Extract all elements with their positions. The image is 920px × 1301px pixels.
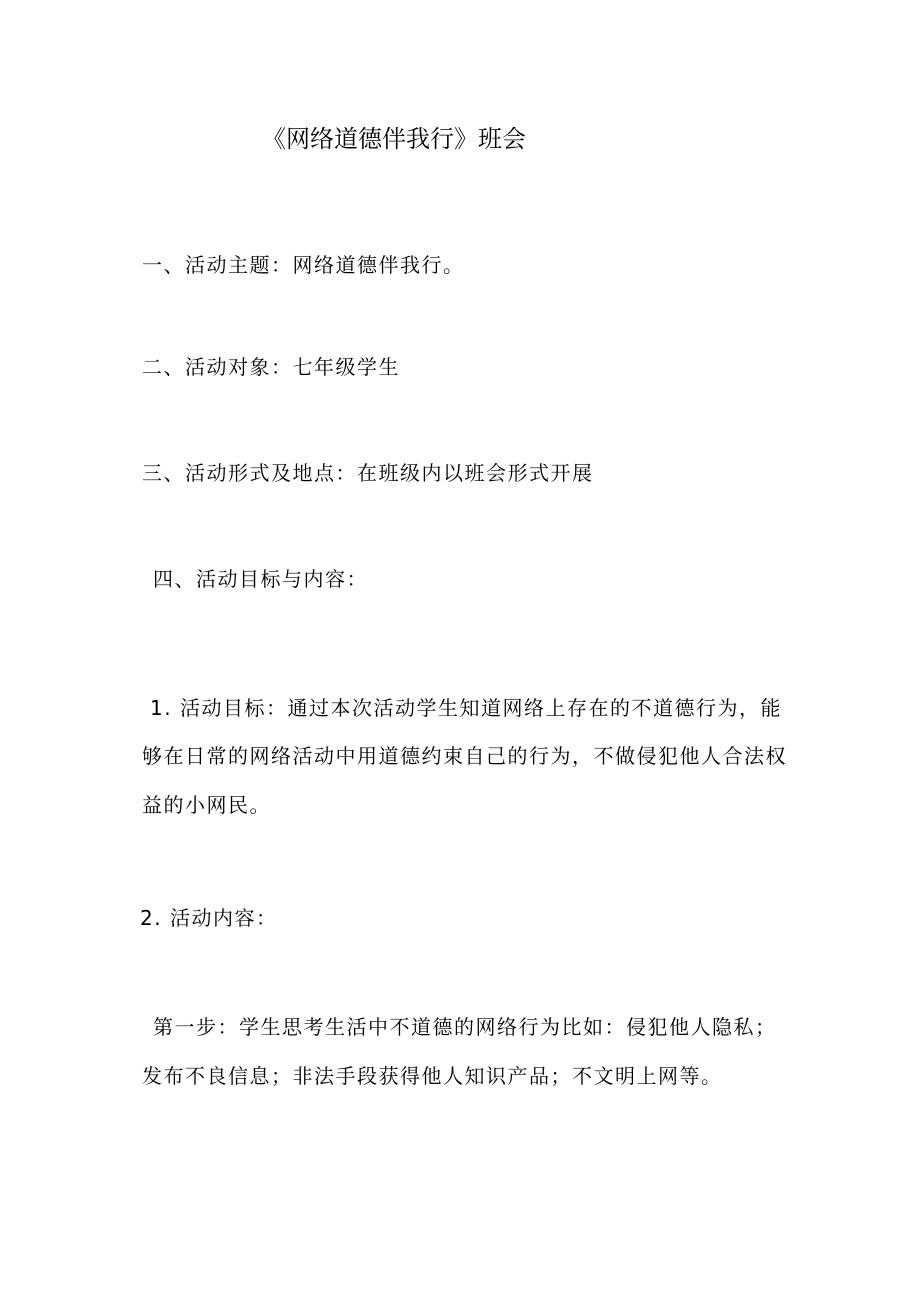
goal-item-line-1: 1. 活动目标：通过本次活动学生知道网络上存在的不道德行为，能 <box>150 696 782 720</box>
section-format-location: 三、活动形式及地点：在班级内以班会形式开展 <box>142 461 594 485</box>
step-1-line-2: 发布不良信息；非法手段获得他人知识产品；不文明上网等。 <box>142 1064 723 1088</box>
section-goals-heading: 四、活动目标与内容： <box>153 567 368 591</box>
step-1-line-1: 第一步：学生思考生活中不道德的网络行为比如：侵犯他人隐私； <box>153 1015 777 1039</box>
goal-item-line-3: 益的小网民。 <box>142 793 271 817</box>
content-heading: 2. 活动内容： <box>140 906 278 930</box>
document-title: 《网络道德伴我行》班会 <box>262 125 526 153</box>
goal-item-line-2: 够在日常的网络活动中用道德约束自己的行为，不做侵犯他人合法权 <box>142 744 787 768</box>
section-audience: 二、活动对象：七年级学生 <box>142 355 400 379</box>
section-theme: 一、活动主题：网络道德伴我行。 <box>142 253 465 277</box>
